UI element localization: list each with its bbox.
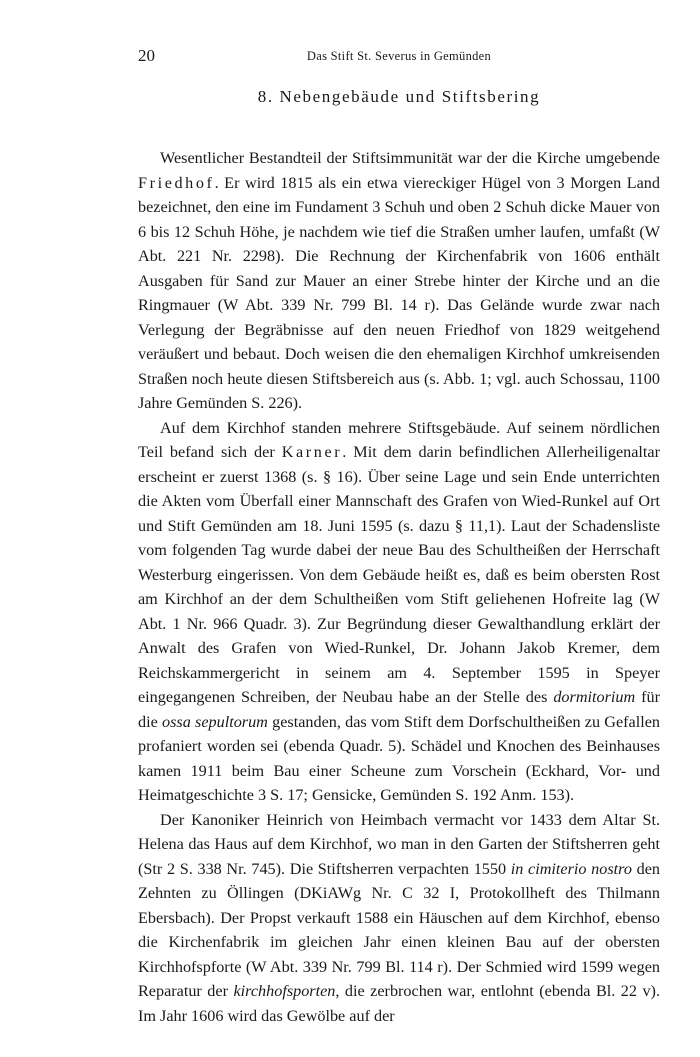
text-run: Auf dem Kirchhof standen mehrere Stiftsgebäude. Auf seinem nördlichen Teil befand sich der: [138, 418, 660, 461]
text-run: . Er wird 1815 als ein etwa viereckiger Hügel von 3 Morgen Land bezeichnet, den eine im Fundament 3 Schuh und oben 2 Schuh dicke Mauer von 6 bis 12 Schuh Höhe, je nachdem wie tief die Straßen umher laufen, umfaßt (W Abt. 221 Nr. 2298). Die Rechnung der Kirchenfabrik von 1606 enthält Ausgaben für Sand zur Mauer an einer Strebe hinter der Kirche und an die Ringmauer (W Abt. 339 Nr. 799 Bl. 14 r). Das Gelände wurde zwar nach Verlegung der Begräbnisse auf den neuen Friedhof von 1829 weitgehend veräußert und bebaut. Doch weisen die den ehemaligen Kirchhof umkreisenden Straßen noch heute diesen Stiftsbereich aus (s. Abb. 1; vgl. auch Schossau, 1100 Jahre Gemünden S. 226).: [138, 173, 660, 412]
text-run: gestanden, das vom Stift dem Dorfschultheißen zu Gefallen profaniert worden sei (ebenda Quadr. 5). Schädel und Knochen des Beinhauses kamen 1911 beim Bau einer Scheune zum Vorschein (Eckhard, Vor- und Heimatgeschichte 3 S. 17; Gensicke, Gemünden S. 192 Anm. 153).: [138, 712, 660, 804]
italic-term: kirchhofsporten: [233, 982, 336, 1000]
paragraph: [138, 416, 660, 808]
paragraph: [138, 146, 660, 416]
spaced-term: Karner: [281, 443, 343, 461]
text-run: Wesentlicher Bestandteil der Stiftsimmunität war der die Kirche umgebende: [160, 149, 660, 167]
text-run: . Mit dem darin befindlichen Allerheiligenaltar erscheint er zuerst 1368 (s. § 16). Über seine Lage und sein Ende unterrichten die Akten vom Überfall einer Mannschaft des Grafen von Wied-Runkel auf Ort und Stift Gemünden am 18. Juni 1595 (s. dazu § 11,1). Laut der Schadensliste vom folgenden Tag wurde dabei der neue Bau des Schultheißen der Herrschaft Westerburg eingerissen. Von dem Gebäude heißt es, daß es beim obersten Rost am Kirchhof an der dem Schultheißen vom Stift geliehenen Hofreite lag (W Abt. 1 Nr. 966 Quadr. 3). Zur Begründung dieser Gewalthandlung erklärt der Anwalt des Grafen von Wied-Runkel, Dr. Johann Jakob Kremer, dem Reichskammergericht in seinem am 4. September 1595 in Speyer eingegangenen Schreiben, der Neubau habe an der Stelle des: [138, 443, 660, 706]
text-run: , die zerbrochen war, entlohnt (ebenda Bl. 22 v). Im Jahr 1606 wird das Gewölbe auf der: [138, 982, 660, 1025]
italic-term: ossa sepultorum: [162, 712, 268, 731]
italic-term: in cimiterio nostro: [510, 859, 632, 878]
paragraph: [138, 808, 660, 1029]
spaced-term: Friedhof: [138, 173, 215, 192]
section-title: 8. Nebengebäude und Stiftsbering: [257, 87, 541, 106]
running-title: Das Stift St. Severus in Gemünden: [306, 49, 492, 63]
running-header: [138, 44, 660, 70]
text-run: den Zehnten zu Öllingen (DKiAWg Nr. C 32 I, Protokollheft des Thilmann Ebersbach). Der Propst verkauft 1588 ein Häuschen auf dem Kirchhof, ebenso die Kirchenfabrik im gleichen Jahr einen kleinen Bau auf der obersten Kirchhofspforte (W Abt. 339 Nr. 799 Bl. 114 r). Der Schmied wird 1599 wegen Reparatur der: [138, 859, 661, 1000]
text-run: Der Kanoniker Heinrich von Heimbach vermacht vor 1433 dem Altar St. Helena das Haus auf dem Kirchhof, wo man in den Garten der Stiftsherren geht (Str 2 S. 338 Nr. 745). Die Stiftsherren verpachten 1550: [138, 810, 660, 878]
text-run: für die: [138, 688, 661, 731]
page-number: 20: [138, 46, 155, 65]
body-text: [138, 146, 660, 1028]
italic-term: dormitorium: [553, 688, 636, 706]
